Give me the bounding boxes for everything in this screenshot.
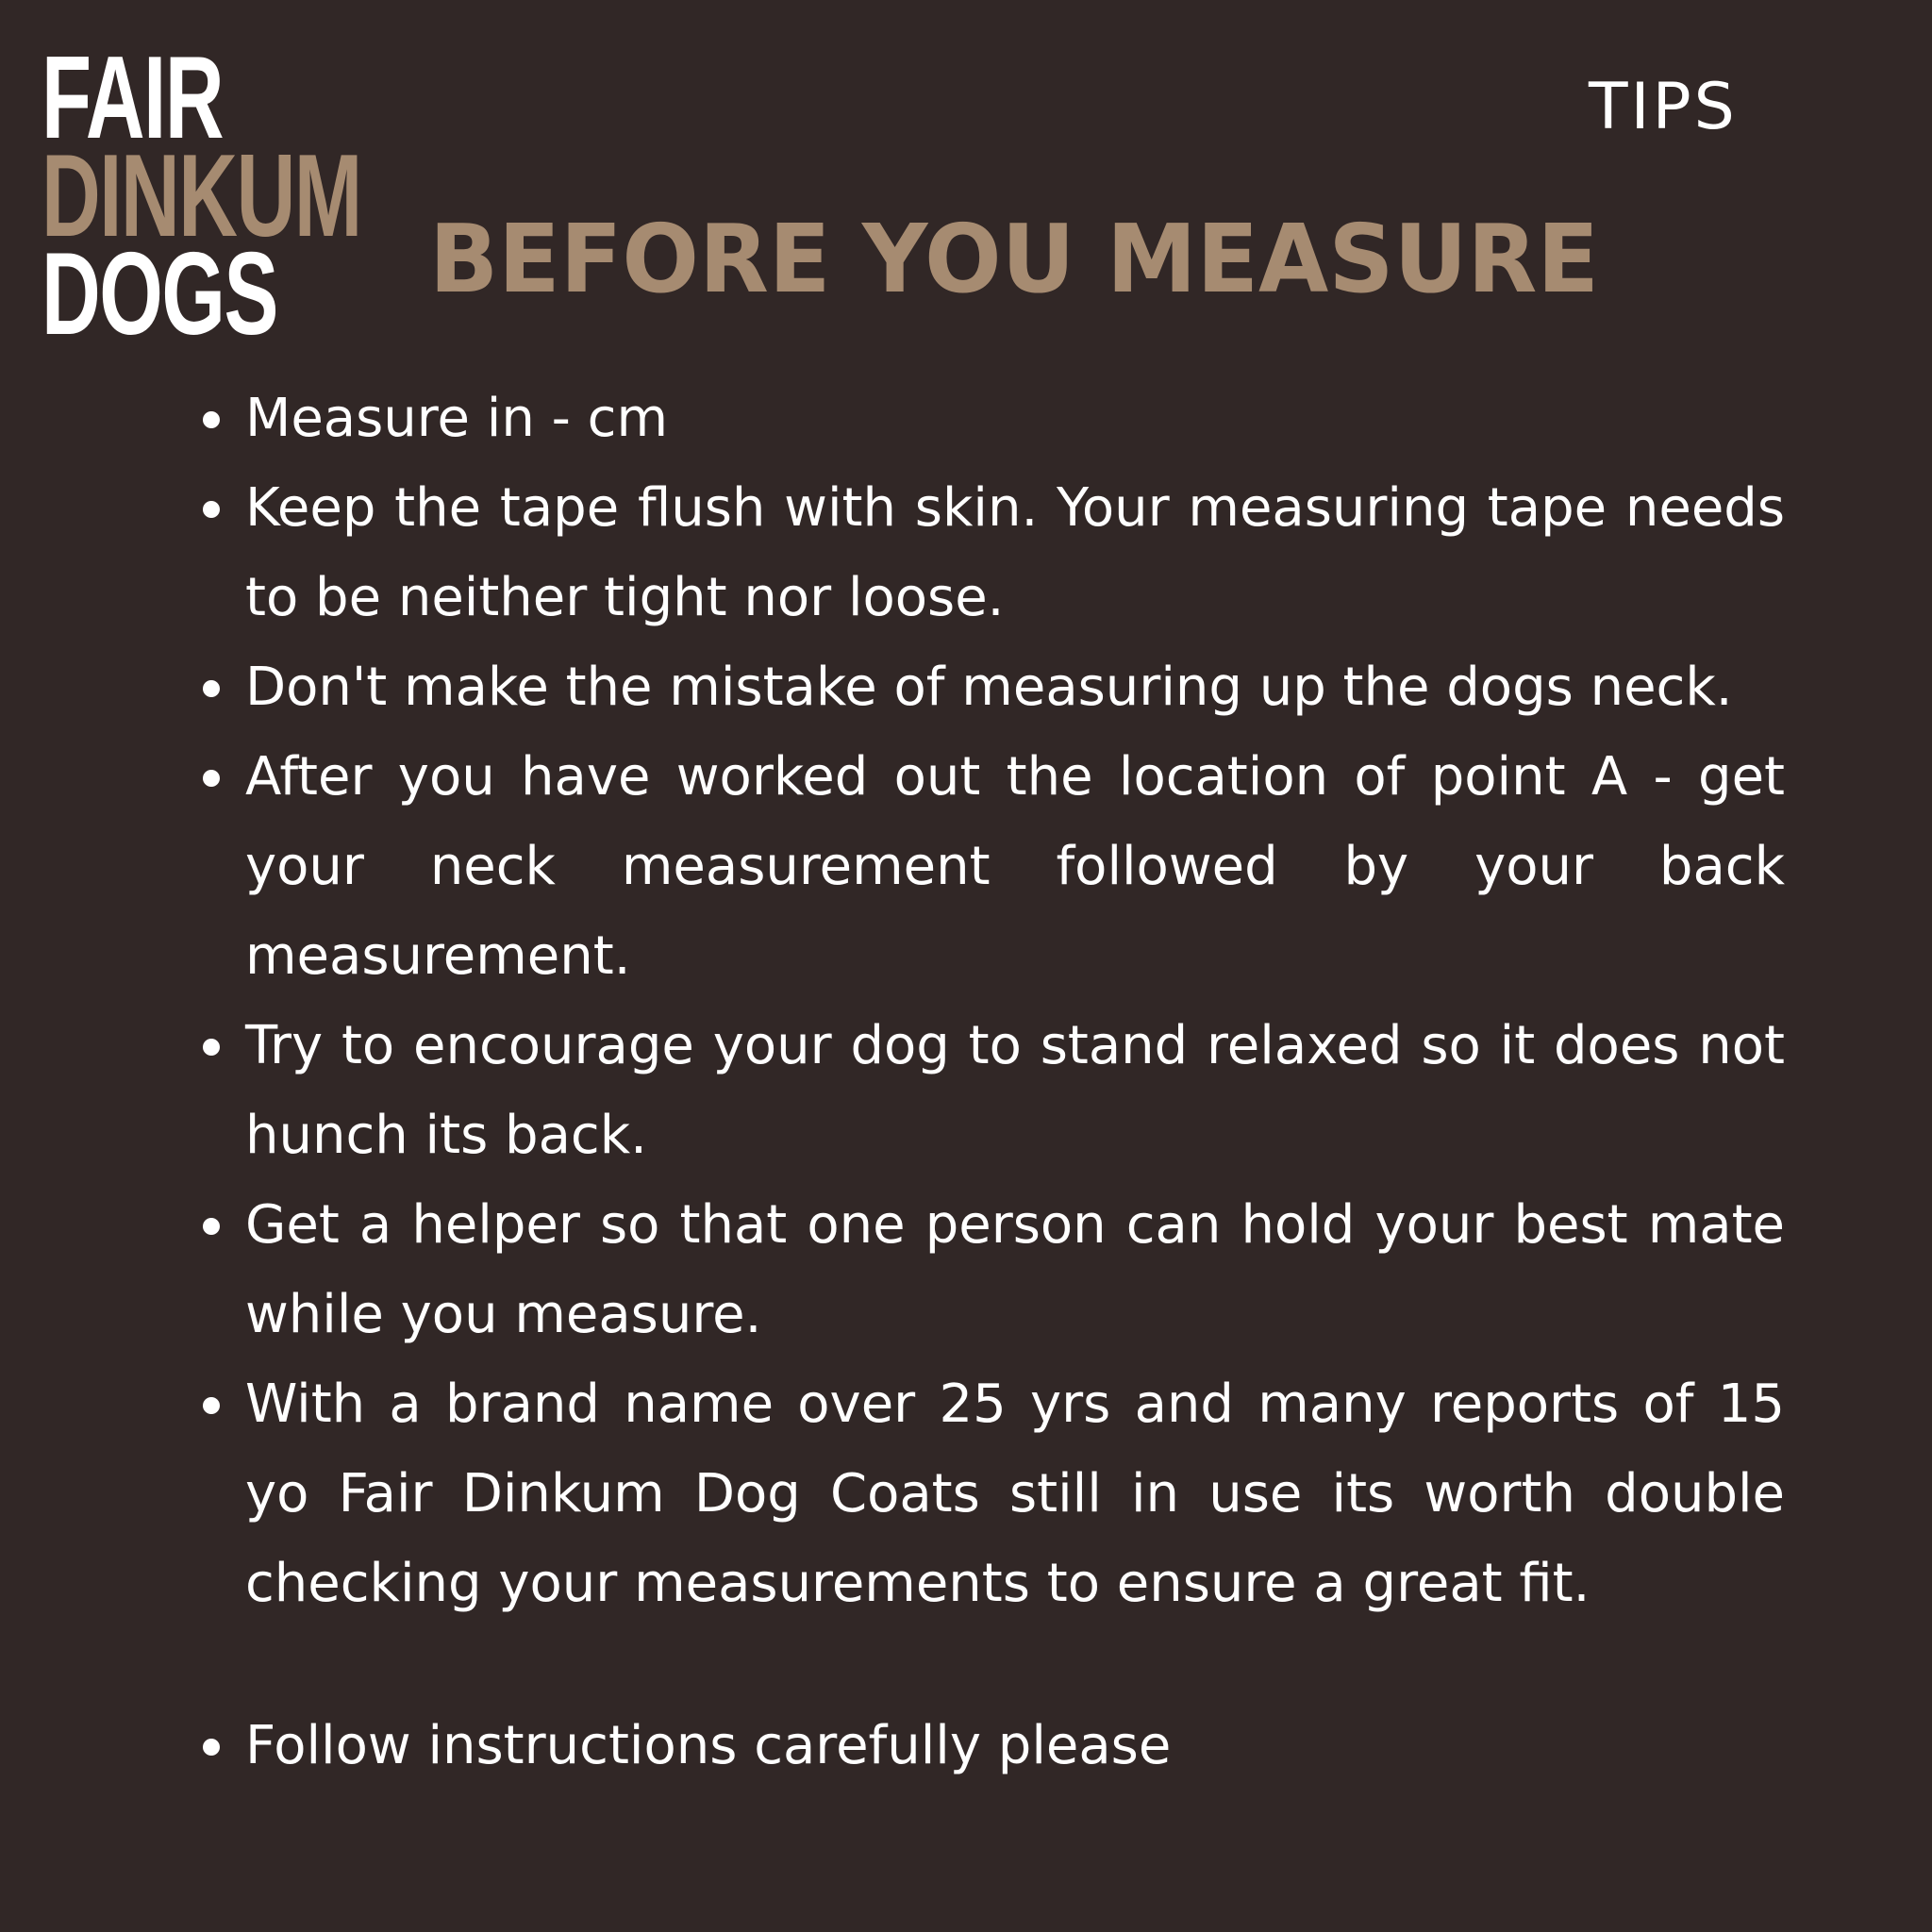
tip-item: After you have worked out the location of point A - get your neck measurement followed by your back measurement. xyxy=(189,732,1785,1001)
logo-line-fair: FAIR xyxy=(42,33,224,163)
tips-label: TIPS xyxy=(1589,70,1738,144)
brand-logo xyxy=(42,33,361,359)
logo-line-dogs: DOGS xyxy=(42,229,278,359)
tip-item: Follow instructions carefully please xyxy=(189,1701,1785,1790)
tips-list xyxy=(189,374,1785,1790)
page-title: BEFORE YOU MEASURE xyxy=(429,204,1599,314)
tip-item: Keep the tape flush with skin. Your measuring tape needs to be neither tight nor loose. xyxy=(189,463,1785,642)
tip-item: Try to encourage your dog to stand relaxed so it does not hunch its back. xyxy=(189,1001,1785,1180)
tip-item: With a brand name over 25 yrs and many reports of 15 yo Fair Dinkum Dog Coats still in use its worth double checking your measurements to ensure a great fit. xyxy=(189,1359,1785,1628)
tip-item: Measure in - cm xyxy=(189,374,1785,463)
tip-item: Don't make the mistake of measuring up the dogs neck. xyxy=(189,642,1785,732)
logo-line-dinkum: DINKUM xyxy=(42,131,361,261)
tip-item: Get a helper so that one person can hold your best mate while you measure. xyxy=(189,1180,1785,1359)
